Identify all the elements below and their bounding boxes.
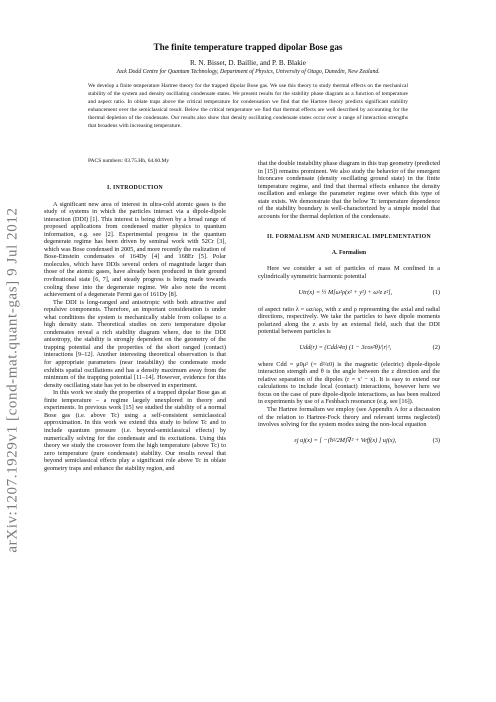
equation-1-body: Utr(x) = ½ M[ω²ρ(x² + y²) + ω²z z²], <box>298 288 393 296</box>
intro-paragraph-4: that the double instability phase diagram in this trap geometry (predicted in [15]) remains prominent. We also study the behavior of the emergent biconcave condensate (density oscillating ground state) in the finite temperature regime, and find that thermal effects enhance the density oscillation and enlarge the parameter regime over which this type of state exists. We demonstrate that the below Tc temperature dependence of the stability boundary is well-characterized by a simple model that accounts for the thermal depletion of the condensate. <box>258 160 440 220</box>
equation-1 <box>258 283 440 303</box>
paper-authors: R. N. Bisset, D. Baillie, and P. B. Blakie <box>190 59 306 67</box>
paper-affiliation: Jack Dodd Centre for Quantum Technology, Department of Physics, University of Otago, Dunedin, New Zealand. <box>116 69 380 75</box>
formalism-paragraph-4: The Hartree formalism we employ (see Appendix A for a discussion of the relation to Hartree-Fock theory and relevant terms neglected) involves solving for the system modes using the non-local equation <box>258 406 440 429</box>
equation-3 <box>258 431 440 451</box>
arxiv-stamp: arXiv:1207.1929v1 [cond-mat.quant-gas] 9 Jul 2012 <box>4 207 21 553</box>
equation-3-body: εj uj(x) = [ −(ħ²/2M)∇² + Veff(x) ] uj(x), <box>294 436 397 444</box>
abstract: We develop a finite temperature Hartree theory for the trapped dipolar Bose gas. We use this theory to study thermal effects on the mechanical stability of the system and density oscillating condensate states. We present results for the stability phase diagram as a function of temperature and aspect ratio. In oblate traps above the critical temperature for condensation we find that the Hartree theory predicts significant stability enhancement over the semiclassical result. Below the critical temperature we find that thermal effects are well described by accounting for the thermal depletion of the condensate. Our results also show that density oscillating condensate states occur over a range of interaction strengths that broadens with increasing temperature. <box>88 83 408 129</box>
section-heading-formalism: II. FORMALISM AND NUMERICAL IMPLEMENTATION <box>267 234 431 241</box>
equation-2-number: (2) <box>432 343 440 351</box>
intro-paragraph-2: The DDI is long-ranged and anisotropic with both attractive and repulsive components. Therefore, an important consideration is under what conditions the system is mechanically stable from collapse to a high density state. Theoretical studies on zero temperature dipolar condensates reveal a rich stability diagram where, due to the DDI anisotropy, the stability is strongly dependent on the geometry of the trapping potential and the properties of the short ranged (contact) interactions [9–12]. Another interesting theoretical observation is that for appropriate parameters (near instability) the condensate mode exhibits spatial oscillations and has a density maximum away from the minimum of the trapping potential [11–14]. However, evidence for this density oscillating state has yet to be observed in experiment. <box>44 298 226 389</box>
formalism-paragraph-1: Here we consider a set of particles of mass M confined in a cylindrically symmetric harmonic potential <box>258 265 440 281</box>
equation-3-number: (3) <box>432 436 440 444</box>
equation-1-number: (1) <box>432 288 440 296</box>
intro-paragraph-1: A significant new area of interest in ultra-cold atomic gases is the study of systems in which the particles interact via a dipole-dipole interaction (DDI) [1]. This interest is being driven by a broad range of proposed applications from condensed matter physics to quantum information, e.g. see [2]. Experimental progress in the quantum degenerate regime has been driven by seminal work with 52Cr [3], which was Bose condensed in 2005, and more recently the realization of Bose-Einstein condensates of 164Dy [4] and 168Er [5]. Polar molecules, which have DDIs several orders of magnitude larger than those of the atomic gases, have already been produced in their ground rovibrational state [6, 7], and steady progress is being made towards cooling these into the degenerate regime. We also note the recent achievement of a degenerate Fermi gas of 161Dy [8]. <box>44 200 226 299</box>
formalism-paragraph-3: where Cdd = μ0μ² (= d²/ε0) is the magnetic (electric) dipole-dipole interaction strength and θ is the angle between the z direction and the relative separation of the dipoles (r = x′ − x). It is easy to extend our calculations to include local (contact) interactions, however here we focus on the case of pure dipole-dipole interactions, as has been realized in experiments by use of a Feshbach resonance (e.g. see [16]). <box>258 360 440 406</box>
right-column <box>258 160 440 454</box>
equation-2 <box>258 338 440 358</box>
intro-paragraph-3: In this work we study the properties of a trapped dipolar Bose gas at finite temperature – a regime largely unexplored in theory and experiments. In previous work [15] we studied the stability of a normal Bose gas (i.e. above Tc) using a self-consistent semiclassical approximation. In this work we extend this study to below Tc and to include quantum pressure (i.e. beyond-semiclassical effects) by numerically solving for the condensate and its excitations. Using this theory we study the crossover from the high temperature (above Tc) to zero temperature (pure condensate) stability. Our results reveal that beyond semiclassical effects play a significant role above Tc in oblate geometry traps and enhance the stability region, and <box>44 389 226 472</box>
left-column <box>44 180 226 472</box>
section-heading-introduction: I. INTRODUCTION <box>106 185 164 191</box>
pacs-numbers: PACS numbers: 03.75.Hh, 64.60.My <box>88 158 170 164</box>
paper-title: The finite temperature trapped dipolar Bose gas <box>153 42 343 52</box>
subsection-heading-formalism: A. Formalism <box>331 249 367 256</box>
equation-2-body: Udd(r) = (Cdd/4π) (1 − 3cos²θ)/|r|³, <box>299 343 392 351</box>
formalism-paragraph-2: of aspect ratio λ = ωz/ωρ, with z and ρ representing the axial and radial directions, respectively. We take the particles to have dipole moments polarized along the z axis by an external field, such that the DDI potential between particles is <box>258 305 440 336</box>
